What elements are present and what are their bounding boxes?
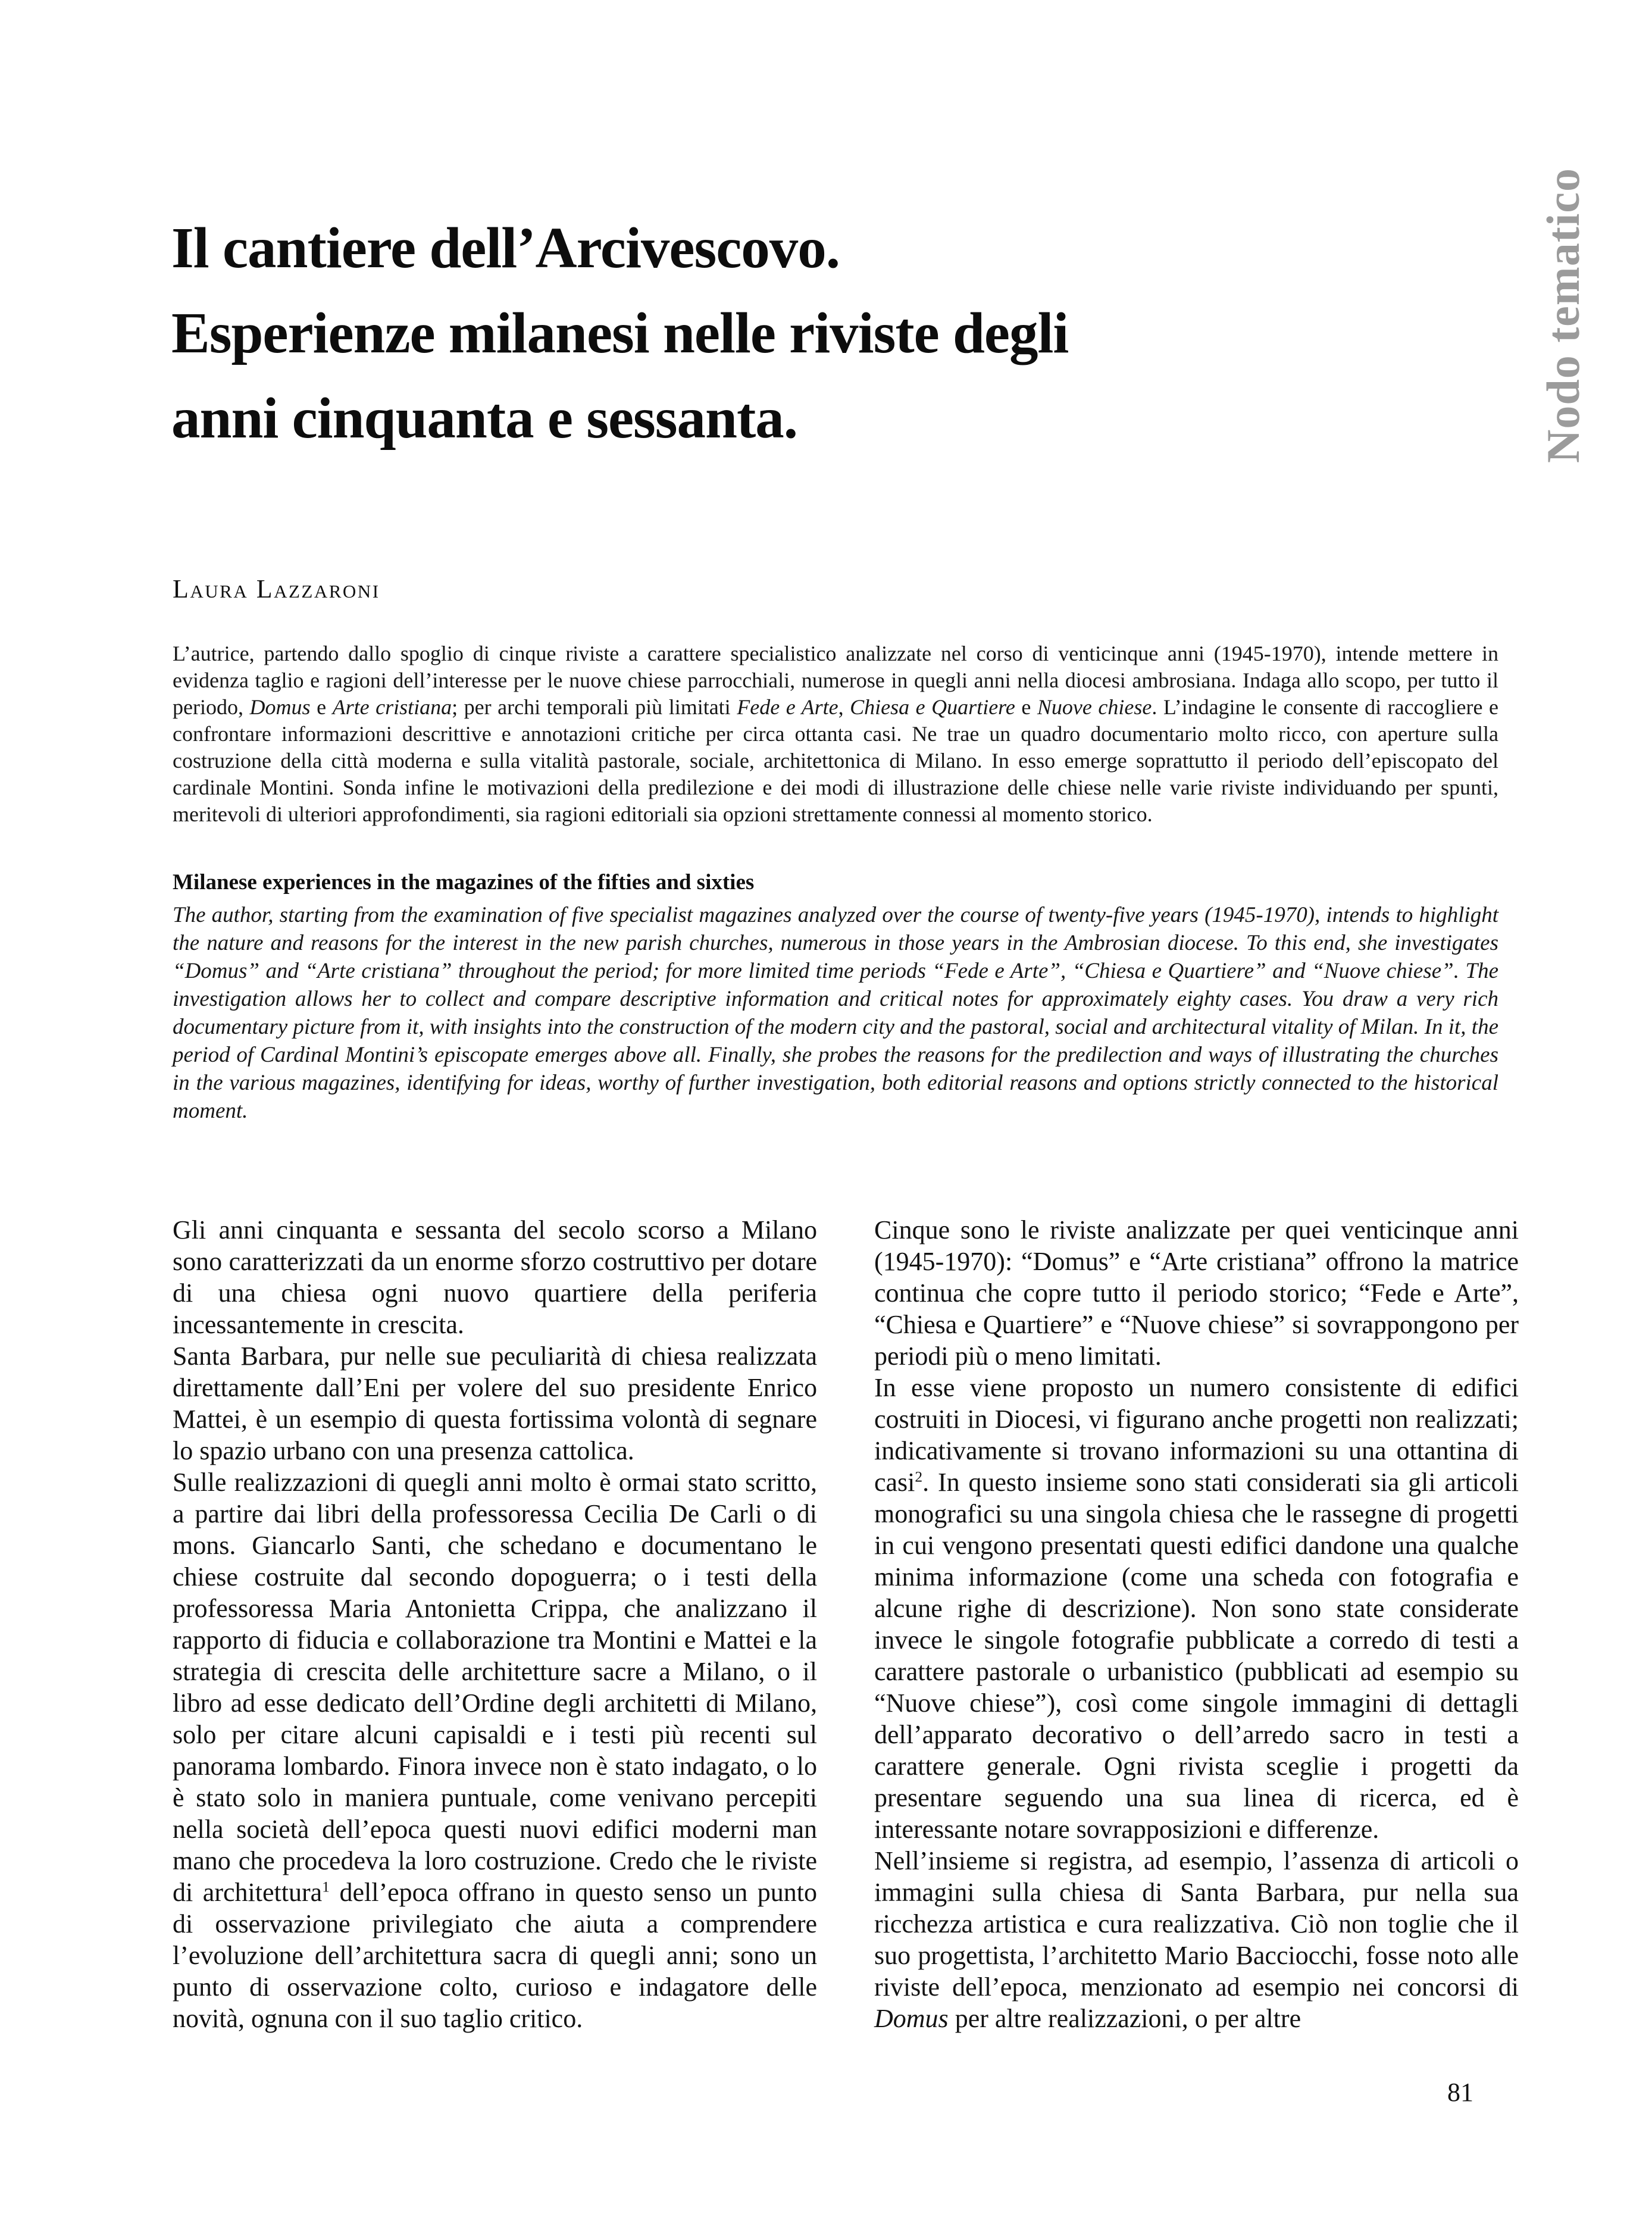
paragraph: Nell’insieme si registra, ad esempio, l’assenza di articoli o immagini sulla chiesa di Santa Barbara, pur nella sua ricchezza artistica e cura realizzativa. Ciò non toglie che il suo progettista, l’architetto Mario Bacciocchi, fosse noto alle riviste dell’epoca, menzionato ad esempio nei concorsi di Domus per altre realizzazioni, o per altre: [874, 1846, 1519, 2033]
paragraph: Gli anni cinquanta e sessanta del secolo scorso a Milano sono caratterizzati da un enorme sforzo costruttivo per dotare di una chiesa ogni nuovo quartiere della periferia incessantemente in crescita.: [173, 1215, 817, 1339]
body-columns: [173, 1214, 1519, 2034]
article-title-line: Esperienze milanesi nelle riviste degli: [171, 301, 1069, 365]
article-title-line: anni cinquanta e sessanta.: [171, 386, 798, 450]
english-abstract-text: The author, starting from the examination of five specialist magazines analyzed over the course of twenty-five years (1945-1970), intends to highlight the nature and reasons for the interest in the new parish churches, numerous in those years in the Ambrosian diocese. To this end, she investigates “Domus” and “Arte cristiana” throughout the period; for more limited time periods “Fede e Arte”, “Chiesa e Quartiere” and “Nuove chiese”. The investigation allows her to collect and compare descriptive information and critical notes for approximately eighty cases. You draw a very rich documentary picture from it, with insights into the construction of the modern city and the pastoral, social and architectural vitality of Milan. In it, the period of Cardinal Montini’s episcopate emerges above all. Finally, she probes the reasons for the predilection and ways of illustrating the churches in the various magazines, identifying for ideas, worthy of further investigation, both editorial reasons and options strictly connected to the historical moment.: [173, 903, 1498, 1123]
paragraph: In esse viene proposto un numero consistente di edifici costruiti in Diocesi, vi figurano anche progetti non realizzati; indicativamente si trovano informazioni su una ottantina di casi$^2$. In questo insieme sono stati considerati sia gli articoli monografici su una singola chiesa che le rassegne di progetti in cui vengono presentati questi edifici dandone una qualche minima informazione (come una scheda con fotografia e alcune righe di descrizione). Non sono state considerate invece le singole fotografie pubblicate a corredo di testi a carattere pastorale o urbanistico (pubblicati ad esempio su “Nuove chiese”), così come singole immagini di dettagli dell’apparato decorativo o dell’arredo sacro in testi a carattere generale. Ogni rivista sceglie i progetti da presentare seguendo una sua linea di ricerca, ed è interessante notare sovrapposizioni e differenze.: [874, 1373, 1519, 1844]
paragraph: Sulle realizzazioni di quegli anni molto è ormai stato scritto, a partire dai libri della professoressa Cecilia De Carli o di mons. Giancarlo Santi, che schedano e documentano le chiese costruite dal secondo dopoguerra; o i testi della professoressa Maria Antonietta Crippa, che analizzano il rapporto di fiducia e collaborazione tra Montini e Mattei e la strategia di crescita delle architetture sacre a Milano, o il libro ad esse dedicato dell’Ordine degli architetti di Milano, solo per citare alcuni capisaldi e i testi più recenti sul panorama lombardo. Finora invece non è stato indagato, o lo è stato solo in maniera puntuale, come venivano percepiti nella società dell’epoca questi nuovi edifici moderni man mano che procedeva la loro costruzione. Credo che le riviste di architettura$^1$ dell’epoca offrano in questo senso un punto di osservazione privilegiato che aiuta a comprendere l’evoluzione dell’architettura sacra di quegli anni; sono un punto di osservazione colto, curioso e indagatore delle novità, ognuna con il suo taglio critico.: [173, 1468, 818, 2033]
paragraph: Santa Barbara, pur nelle sue peculiarità di chiesa realizzata direttamente dall’Eni per volere del suo presidente Enrico Mattei, è un esempio di questa fortissima volontà di segnare lo spazio urbano con una presenza cattolica.: [173, 1341, 817, 1465]
body-column-left: [173, 1214, 817, 2034]
section-label-vertical: Nodo tematico: [1537, 167, 1589, 463]
page-number: 81: [1447, 2078, 1473, 2107]
paragraph: Cinque sono le riviste analizzate per quei venticinque anni (1945-1970): “Domus” e “Arte cristiana” offrono la matrice continua che copre tutto il periodo storico; “Fede e Arte”, “Chiesa e Quartiere” e “Nuove chiese” si sovrappongono per periodi più o meno limitati.: [874, 1215, 1519, 1371]
body-column-right: [874, 1214, 1519, 2034]
article-title: [171, 205, 1068, 461]
english-abstract-heading: Milanese experiences in the magazines of the fifties and sixties: [173, 870, 755, 895]
abstract-italian: L’autrice, partendo dallo spoglio di cinque riviste a carattere specialistico analizzate nel corso di venticinque anni (1945-1970), intende mettere in evidenza taglio e ragioni dell’interesse per le nuove chiese parrocchiali, numerose in quegli anni nella diocesi ambrosiana. Indaga allo scopo, per tutto il periodo, Domus e Arte cristiana; per archi temporali più limitati Fede e Arte, Chiesa e Quartiere e Nuove chiese. L’indagine le consente di raccogliere e confrontare informazioni descrittive e annotazioni critiche per circa ottanta casi. Ne trae un quadro documentario molto ricco, con aperture sulla costruzione della città moderna e sulla vitalità pastorale, sociale, architettonica di Milano. In esso emerge soprattutto il periodo dell’episcopato del cardinale Montini. Sonda infine le motivazioni della predilezione e dei modi di illustrazione delle chiese nelle varie riviste individuando per spunti, meritevoli di ulteriori approfondimenti, sia ragioni editoriali sia opzioni strettamente connessi al momento storico.: [173, 642, 1499, 826]
article-title-line: Il cantiere dell’Arcivescovo.: [171, 215, 840, 280]
author-name: Laura Lazzaroni: [173, 574, 380, 603]
english-abstract-block: [173, 869, 1498, 1125]
